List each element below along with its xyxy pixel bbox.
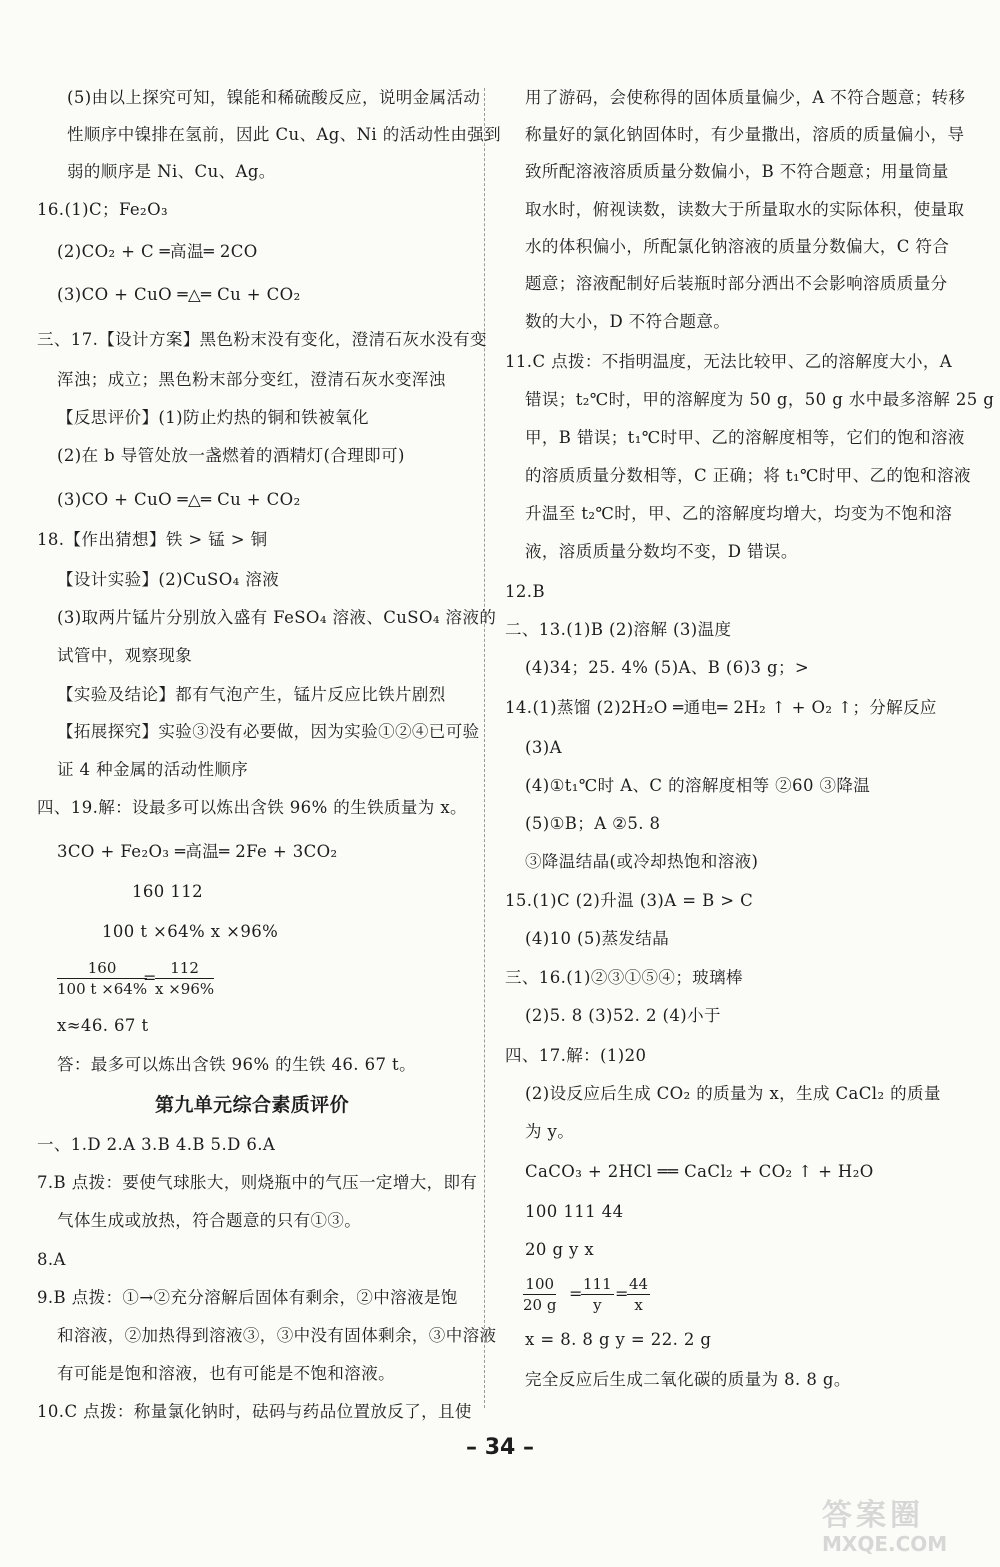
watermark-text: 答案圈	[822, 1498, 924, 1533]
fraction-numerator: 44	[629, 1275, 649, 1293]
text-line: 和溶液，②加热得到溶液③，③中没有固体剩余，③中溶液	[57, 1326, 497, 1345]
equation-values: 100 t ×64% x ×96%	[102, 922, 279, 941]
text-line: (2)在 b 导管处放一盏燃着的酒精灯(合理即可)	[57, 446, 405, 465]
equation: 3CO + Fe₂O₃ ═高温═ 2Fe + 3CO₂	[57, 842, 338, 861]
section-heading: 第九单元综合素质评价	[154, 1094, 349, 1116]
answer-15: 15.(1)C (2)升温 (3)A = B > C	[505, 891, 754, 910]
text-line: 取水时，俯视读数，读数大于所量取水的实际体积，使量取	[525, 200, 965, 219]
equation-values: 100 111 44	[525, 1202, 624, 1221]
answer-7: 7.B 点拨：要使气球胀大，则烧瓶中的气压一定增大，即有	[37, 1173, 478, 1192]
text-line: 【设计实验】(2)CuSO₄ 溶液	[57, 570, 280, 589]
answer-12: 12.B	[505, 582, 545, 601]
text-line: (2)5. 8 (3)52. 2 (4)小于	[525, 1006, 721, 1025]
text-line: 气体生成或放热，符合题意的只有①③。	[57, 1211, 362, 1230]
answer-line: 一、1.D 2.A 3.B 4.B 5.D 6.A	[37, 1135, 276, 1154]
text-line: 证 4 种金属的活动性顺序	[57, 760, 249, 779]
fraction-numerator: 112	[155, 958, 214, 979]
text-line: (4)34；25. 4% (5)A、B (6)3 g；>	[525, 658, 810, 677]
text-line: ③降温结晶(或冷却热饱和溶液)	[525, 852, 759, 871]
text-line: 弱的顺序是 Ni、Cu、Ag。	[67, 162, 276, 181]
text-line: 为 y。	[525, 1122, 575, 1141]
equals-sign: =	[143, 968, 157, 987]
text-line: 有可能是饱和溶液，也有可能是不饱和溶液。	[57, 1364, 395, 1383]
answer-9: 9.B 点拨：①→②充分溶解后固体有剩余，②中溶液是饱	[37, 1288, 458, 1307]
text-line: (5)①B；A ②5. 8	[525, 814, 661, 833]
fraction	[155, 958, 214, 999]
answer-18: 18.【作出猜想】铁 > 锰 > 铜	[37, 530, 268, 549]
fraction-denominator: y	[593, 1296, 602, 1314]
answer-14: 14.(1)蒸馏 (2)2H₂O ═通电═ 2H₂ ↑ + O₂ ↑；分解反应	[505, 698, 937, 717]
text-line: 【反思评价】(1)防止灼热的铜和铁被氧化	[57, 408, 369, 427]
text-line: (3)A	[525, 738, 562, 757]
text-line: 水的体积偏小，所配氯化钠溶液的质量分数偏大，C 符合	[525, 237, 950, 256]
fraction-denominator: 20 g	[523, 1296, 557, 1314]
fraction-numerator: 160	[57, 958, 147, 979]
watermark-url: MXQE.COM	[822, 1532, 948, 1556]
equation: (2)CO₂ + C ═高温═ 2CO	[57, 242, 258, 261]
text-line: 致所配溶液溶质质量分数偏小，B 不符合题意；用量筒量	[525, 162, 949, 181]
equation: CaCO₃ + 2HCl ══ CaCl₂ + CO₂ ↑ + H₂O	[525, 1162, 874, 1181]
text-line: (4)①t₁℃时 A、C 的溶解度相等 ②60 ③降温	[525, 776, 871, 795]
text-line: 升温至 t₂℃时，甲、乙的溶解度均增大，均变为不饱和溶	[525, 504, 953, 523]
fraction-numerator: 100	[523, 1274, 556, 1295]
text-line: 用了游码，会使称得的固体质量偏少，A 不符合题意；转移	[525, 88, 966, 107]
text-line: 浑浊；成立；黑色粉末部分变红，澄清石灰水变浑浊	[57, 370, 446, 389]
equals-sign: =	[569, 1284, 583, 1303]
text-line: 数的大小，D 不符合题意。	[525, 312, 731, 331]
text-line: 性顺序中镍排在氢前，因此 Cu、Ag、Ni 的活动性由强到	[67, 125, 502, 144]
fraction-denominator: 100 t ×64%	[57, 980, 148, 998]
answer-17-unit9: 四、17.解：(1)20	[505, 1046, 647, 1065]
answer-summary: 完全反应后生成二氧化碳的质量为 8. 8 g。	[525, 1370, 851, 1389]
text-line: 【拓展探究】实验③没有必要做，因为实验①②④已可验	[57, 722, 480, 741]
answer-16: 16.(1)C；Fe₂O₃	[37, 200, 169, 219]
fraction-numerator: 111	[583, 1275, 612, 1293]
equation: (3)CO + CuO ═△═ Cu + CO₂	[57, 490, 301, 509]
text-line: 题意；溶液配制好后装瓶时部分洒出不会影响溶质质量分	[525, 274, 948, 293]
fraction	[57, 958, 147, 999]
text-line: (2)设反应后生成 CO₂ 的质量为 x，生成 CaCl₂ 的质量	[525, 1084, 941, 1103]
answer-11: 11.C 点拨：不指明温度，无法比较甲、乙的溶解度大小，A	[505, 352, 953, 371]
fraction	[523, 1274, 556, 1315]
equation-values: 160 112	[132, 882, 204, 901]
text-line: 错误；t₂℃时，甲的溶解度为 50 g，50 g 水中最多溶解 25 g	[525, 390, 995, 409]
page-number: – 34 –	[466, 1435, 534, 1460]
fraction	[627, 1274, 650, 1315]
text-line: 液，溶质质量分数均不变，D 错误。	[525, 542, 798, 561]
answer-16-unit9: 三、16.(1)②③①⑤④；玻璃棒	[505, 968, 743, 987]
answer-8: 8.A	[37, 1250, 66, 1269]
text-line: (5)由以上探究可知，镍能和稀硫酸反应，说明金属活动	[67, 88, 481, 107]
text-line: 称量好的氯化钠固体时，有少量撒出，溶质的质量偏小，导	[525, 125, 965, 144]
answer-19: 四、19.解：设最多可以炼出含铁 96% 的生铁质量为 x。	[37, 798, 467, 817]
text-line: (3)取两片锰片分别放入盛有 FeSO₄ 溶液、CuSO₄ 溶液的	[57, 608, 497, 627]
text-line: 【实验及结论】都有气泡产生，锰片反应比铁片剧烈	[57, 685, 446, 704]
text-line: 的溶质质量分数相等，C 正确；将 t₁℃时甲、乙的饱和溶液	[525, 466, 971, 485]
answer-summary: 答：最多可以炼出含铁 96% 的生铁 46. 67 t。	[57, 1055, 416, 1074]
equals-sign: =	[615, 1284, 629, 1303]
text-line: 试管中，观察现象	[57, 646, 193, 665]
equation: (3)CO + CuO ═△═ Cu + CO₂	[57, 285, 301, 304]
result-line: x = 8. 8 g y = 22. 2 g	[525, 1330, 712, 1349]
result-line: x≈46. 67 t	[57, 1016, 149, 1035]
answer-17: 三、17.【设计方案】黑色粉末没有变化，澄清石灰水没有变	[37, 330, 487, 349]
fraction	[581, 1274, 614, 1315]
text-line: 甲，B 错误；t₁℃时甲、乙的溶解度相等，它们的饱和溶液	[525, 428, 965, 447]
column-divider	[484, 88, 485, 1408]
equation-values: 20 g y x	[525, 1240, 595, 1259]
watermark-logo	[822, 1490, 982, 1560]
answer-10: 10.C 点拨：称量氯化钠时，砝码与药品位置放反了，且使	[37, 1402, 472, 1421]
answer-13: 二、13.(1)B (2)溶解 (3)温度	[505, 620, 732, 639]
fraction-denominator: x ×96%	[155, 980, 215, 998]
fraction-denominator: x	[634, 1296, 643, 1314]
text-line: (4)10 (5)蒸发结晶	[525, 929, 670, 948]
